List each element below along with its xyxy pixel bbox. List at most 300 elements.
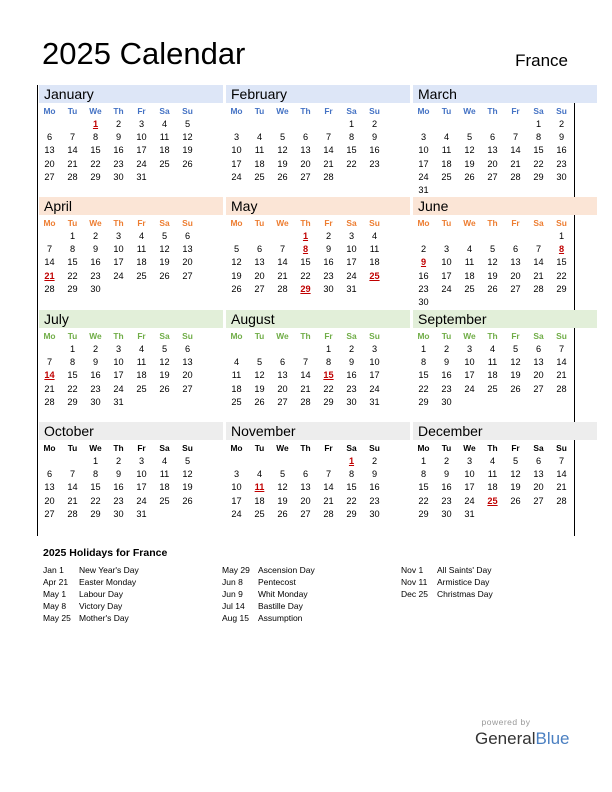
day-cell: 3 [466, 456, 473, 466]
day-cell: 29 [67, 283, 78, 294]
week-row [38, 508, 224, 521]
day-cell: 4 [256, 469, 263, 480]
day-cell: 17 [464, 370, 475, 381]
day-cell: 10 [369, 357, 380, 368]
day-cell: 1 [420, 456, 427, 466]
weekday-label: Mo [417, 106, 430, 116]
day-cell: 1 [325, 344, 332, 354]
day-cell: 17 [346, 257, 357, 268]
weekday-label: Sa [346, 106, 357, 116]
day-cell: 2 [443, 456, 450, 466]
day-cell: 26 [487, 283, 498, 294]
day-cell: 20 [533, 370, 544, 381]
day-cell: 12 [159, 357, 170, 368]
week-row [225, 171, 411, 184]
weekday-label: Tu [67, 218, 78, 228]
day-cell: 9 [443, 469, 450, 480]
weekday-label: Sa [159, 218, 170, 228]
holiday-day-cell: 1 [348, 456, 355, 466]
holiday-date: May 8 [43, 601, 67, 611]
day-cell: 10 [136, 132, 147, 143]
day-cell: 17 [369, 370, 380, 381]
month-october [38, 422, 224, 534]
weekday-label: Su [556, 218, 567, 228]
weekday-label: Sa [346, 218, 357, 228]
day-cell: 19 [510, 482, 521, 493]
month-name: April [39, 197, 223, 215]
weekday-label: We [89, 443, 102, 453]
day-cell: 2 [558, 119, 565, 129]
day-cell: 25 [159, 158, 170, 169]
day-cell: 16 [556, 145, 567, 156]
day-cell: 19 [231, 270, 242, 281]
week-row [412, 243, 598, 256]
day-cell: 19 [487, 270, 498, 281]
week-row [225, 455, 411, 468]
day-cell: 19 [464, 158, 475, 169]
month-name: December [413, 422, 597, 440]
day-cell: 15 [67, 257, 78, 268]
day-cell: 8 [325, 357, 332, 368]
weekday-label: Tu [67, 443, 78, 453]
week-row [225, 495, 411, 508]
weekday-label: Su [556, 106, 567, 116]
holiday-name: Pentecost [258, 577, 296, 587]
day-cell: 11 [254, 145, 265, 156]
day-cell: 25 [159, 495, 170, 506]
weekday-label: Mo [230, 331, 243, 341]
day-cell: 6 [184, 344, 191, 354]
day-cell: 2 [92, 344, 99, 354]
day-cell: 5 [512, 344, 519, 354]
week-row [38, 158, 224, 171]
day-cell: 22 [418, 495, 429, 506]
day-cell: 22 [67, 383, 78, 394]
weekday-label: Tu [254, 331, 265, 341]
day-cell: 28 [44, 283, 55, 294]
holiday-day-cell: 29 [300, 283, 311, 294]
holiday-name: New Year's Day [79, 565, 139, 575]
weekday-label: Fr [137, 218, 146, 228]
day-cell: 18 [136, 257, 147, 268]
week-row [412, 481, 598, 494]
weekday-label: We [89, 331, 102, 341]
day-cell: 16 [113, 145, 124, 156]
day-cell: 11 [136, 244, 147, 255]
week-row [225, 118, 411, 131]
day-cell: 7 [535, 244, 542, 255]
weekday-label: We [89, 218, 102, 228]
weekday-label: Mo [230, 443, 243, 453]
week-row [225, 356, 411, 369]
day-cell: 24 [113, 270, 124, 281]
month-name: October [39, 422, 223, 440]
day-cell: 18 [159, 482, 170, 493]
weekday-label: Su [556, 331, 567, 341]
weekday-header-row [225, 105, 411, 118]
day-cell: 23 [113, 158, 124, 169]
brand-logo[interactable] [475, 729, 570, 749]
day-cell: 19 [159, 257, 170, 268]
day-cell: 24 [346, 270, 357, 281]
week-row [412, 230, 598, 243]
day-cell: 18 [136, 370, 147, 381]
day-cell: 28 [533, 283, 544, 294]
day-cell: 18 [369, 257, 380, 268]
day-cell: 15 [67, 370, 78, 381]
day-cell: 17 [113, 370, 124, 381]
day-cell: 15 [556, 257, 567, 268]
weekday-label: Fr [511, 331, 520, 341]
day-cell: 15 [418, 370, 429, 381]
day-cell: 14 [67, 145, 78, 156]
day-cell: 8 [420, 469, 427, 480]
month-name: March [413, 85, 597, 103]
day-cell: 20 [182, 257, 193, 268]
day-cell: 18 [487, 370, 498, 381]
day-cell: 13 [277, 370, 288, 381]
week-row [412, 270, 598, 283]
day-cell: 26 [510, 495, 521, 506]
day-cell: 13 [182, 244, 193, 255]
day-cell: 27 [44, 171, 55, 182]
day-cell: 28 [67, 171, 78, 182]
weekday-header-row [38, 330, 224, 343]
day-cell: 2 [420, 244, 427, 255]
day-cell: 3 [348, 231, 355, 241]
day-cell: 23 [441, 495, 452, 506]
week-row [225, 343, 411, 356]
day-cell: 4 [443, 132, 450, 143]
day-cell: 22 [323, 383, 334, 394]
month-name: July [39, 310, 223, 328]
day-cell: 13 [44, 145, 55, 156]
day-cell: 15 [533, 145, 544, 156]
week-row [412, 131, 598, 144]
day-cell: 17 [464, 482, 475, 493]
week-row [38, 171, 224, 184]
weekday-label: We [463, 443, 476, 453]
weekday-label: Th [487, 218, 498, 228]
day-cell: 29 [346, 508, 357, 519]
week-row [412, 455, 598, 468]
holiday-date: May 29 [222, 565, 250, 575]
powered-by-label: powered by [481, 717, 531, 727]
day-cell: 5 [233, 244, 240, 255]
day-cell: 28 [510, 171, 521, 182]
day-cell: 20 [254, 270, 265, 281]
day-cell: 10 [136, 469, 147, 480]
day-cell: 20 [300, 158, 311, 169]
week-row [225, 369, 411, 382]
day-cell: 23 [441, 383, 452, 394]
holiday-day-cell: 15 [323, 370, 334, 381]
week-row [412, 356, 598, 369]
day-cell: 30 [90, 283, 101, 294]
weekday-label: Fr [511, 443, 520, 453]
day-cell: 17 [136, 145, 147, 156]
day-cell: 4 [138, 231, 145, 241]
weekday-label: Th [113, 331, 124, 341]
day-cell: 6 [489, 132, 496, 143]
week-row [225, 270, 411, 283]
day-cell: 18 [254, 158, 265, 169]
holiday-date: Dec 25 [401, 589, 428, 599]
day-cell: 17 [231, 495, 242, 506]
day-cell: 25 [254, 171, 265, 182]
holiday-name: Labour Day [79, 589, 123, 599]
day-cell: 9 [115, 132, 122, 143]
day-cell: 14 [323, 482, 334, 493]
day-cell: 26 [231, 283, 242, 294]
weekday-label: Tu [254, 443, 265, 453]
day-cell: 14 [533, 257, 544, 268]
holiday-day-cell: 9 [420, 257, 427, 268]
week-row [412, 508, 598, 521]
holiday-day-cell: 25 [369, 270, 380, 281]
week-row [225, 230, 411, 243]
weekday-header-row [412, 217, 598, 230]
day-cell: 31 [464, 508, 475, 519]
weekday-header-row [38, 105, 224, 118]
day-cell: 22 [418, 383, 429, 394]
week-row [412, 256, 598, 269]
day-cell: 2 [115, 456, 122, 466]
day-cell: 28 [556, 495, 567, 506]
holiday-name: All Saints' Day [437, 565, 492, 575]
weekday-label: Fr [137, 106, 146, 116]
day-cell: 13 [533, 357, 544, 368]
day-cell: 6 [46, 469, 53, 480]
day-cell: 19 [159, 370, 170, 381]
day-cell: 7 [302, 357, 309, 368]
weekday-header-row [38, 217, 224, 230]
day-cell: 3 [371, 344, 378, 354]
day-cell: 14 [44, 257, 55, 268]
day-cell: 10 [418, 145, 429, 156]
day-cell: 25 [254, 508, 265, 519]
weekday-label: Fr [324, 443, 333, 453]
day-cell: 14 [556, 469, 567, 480]
day-cell: 15 [300, 257, 311, 268]
weekday-header-row [38, 442, 224, 455]
day-cell: 12 [182, 132, 193, 143]
day-cell: 23 [369, 158, 380, 169]
day-cell: 13 [533, 469, 544, 480]
day-cell: 19 [182, 482, 193, 493]
weekday-label: Su [369, 443, 380, 453]
day-cell: 26 [510, 383, 521, 394]
day-cell: 17 [418, 158, 429, 169]
day-cell: 12 [487, 257, 498, 268]
weekday-label: Sa [159, 331, 170, 341]
day-cell: 18 [254, 495, 265, 506]
day-cell: 30 [556, 171, 567, 182]
day-cell: 27 [487, 171, 498, 182]
weekday-label: Tu [67, 106, 78, 116]
day-cell: 26 [182, 158, 193, 169]
month-name: May [226, 197, 410, 215]
day-cell: 11 [487, 357, 498, 368]
day-cell: 20 [44, 495, 55, 506]
day-cell: 9 [325, 244, 332, 255]
brand-blue-text: Blue [535, 729, 570, 748]
holiday-name: Victory Day [79, 601, 123, 611]
day-cell: 5 [466, 132, 473, 143]
day-cell: 31 [346, 283, 357, 294]
holiday-date: Nov 11 [401, 577, 428, 587]
day-cell: 16 [441, 370, 452, 381]
day-cell: 28 [323, 508, 334, 519]
month-name: September [413, 310, 597, 328]
day-cell: 12 [159, 244, 170, 255]
weekday-label: We [276, 331, 289, 341]
day-cell: 5 [489, 244, 496, 255]
day-cell: 22 [300, 270, 311, 281]
day-cell: 15 [346, 482, 357, 493]
weekday-label: Sa [533, 331, 544, 341]
holiday-name: Easter Monday [79, 577, 137, 587]
day-cell: 8 [420, 357, 427, 368]
holiday-date: Aug 15 [222, 613, 249, 623]
day-cell: 22 [346, 158, 357, 169]
week-row [38, 396, 224, 409]
week-row [38, 256, 224, 269]
holiday-name: Bastille Day [258, 601, 303, 611]
day-cell: 10 [113, 357, 124, 368]
day-cell: 27 [44, 508, 55, 519]
week-row [38, 356, 224, 369]
day-cell: 2 [115, 119, 122, 129]
day-cell: 11 [136, 357, 147, 368]
day-cell: 7 [325, 469, 332, 480]
month-name: January [39, 85, 223, 103]
weekday-label: Su [182, 218, 193, 228]
day-cell: 21 [277, 270, 288, 281]
day-cell: 23 [323, 270, 334, 281]
week-row [38, 455, 224, 468]
page-title: 2025 Calendar [42, 36, 246, 71]
day-cell: 6 [512, 244, 519, 255]
month-december [412, 422, 598, 534]
weekday-header-row [412, 330, 598, 343]
week-row [412, 383, 598, 396]
day-cell: 19 [182, 145, 193, 156]
day-cell: 1 [92, 456, 99, 466]
day-cell: 12 [510, 469, 521, 480]
day-cell: 7 [558, 344, 565, 354]
day-cell: 17 [441, 270, 452, 281]
day-cell: 10 [231, 482, 242, 493]
day-cell: 5 [184, 456, 191, 466]
day-cell: 23 [369, 495, 380, 506]
weekday-label: Su [369, 218, 380, 228]
week-row [38, 481, 224, 494]
holiday-name: Ascension Day [258, 565, 315, 575]
day-cell: 29 [67, 396, 78, 407]
day-cell: 7 [325, 132, 332, 143]
day-cell: 11 [231, 370, 242, 381]
day-cell: 21 [323, 495, 334, 506]
holiday-day-cell: 11 [254, 482, 265, 493]
day-cell: 30 [346, 396, 357, 407]
weekday-label: Fr [324, 218, 333, 228]
day-cell: 21 [67, 495, 78, 506]
day-cell: 29 [418, 508, 429, 519]
day-cell: 24 [464, 495, 475, 506]
day-cell: 3 [233, 132, 240, 143]
day-cell: 11 [441, 145, 452, 156]
weekday-label: Fr [137, 331, 146, 341]
week-row [412, 118, 598, 131]
day-cell: 21 [67, 158, 78, 169]
weekday-label: Su [182, 106, 193, 116]
day-cell: 30 [90, 396, 101, 407]
weekday-label: Mo [43, 331, 56, 341]
day-cell: 21 [300, 383, 311, 394]
day-cell: 26 [182, 495, 193, 506]
day-cell: 9 [115, 469, 122, 480]
month-august [225, 310, 411, 422]
month-may [225, 197, 411, 309]
day-cell: 21 [510, 158, 521, 169]
day-cell: 15 [418, 482, 429, 493]
week-row [38, 468, 224, 481]
day-cell: 7 [69, 132, 76, 143]
weekday-label: Th [300, 331, 311, 341]
holiday-date: May 1 [43, 589, 67, 599]
day-cell: 27 [300, 508, 311, 519]
day-cell: 14 [556, 357, 567, 368]
day-cell: 7 [512, 132, 519, 143]
day-cell: 6 [302, 469, 309, 480]
week-row [412, 369, 598, 382]
day-cell: 8 [348, 132, 355, 143]
weekday-label: Su [182, 443, 193, 453]
day-cell: 11 [159, 469, 170, 480]
holiday-date: Jan 1 [43, 565, 64, 575]
day-cell: 12 [277, 482, 288, 493]
week-row [38, 343, 224, 356]
weekday-label: Tu [67, 331, 78, 341]
day-cell: 15 [346, 145, 357, 156]
day-cell: 6 [279, 357, 286, 368]
day-cell: 7 [46, 244, 53, 255]
holiday-date: Jun 8 [222, 577, 243, 587]
day-cell: 19 [277, 158, 288, 169]
month-february [225, 85, 411, 197]
day-cell: 28 [556, 383, 567, 394]
brand-general-text: General [475, 729, 536, 748]
month-july [38, 310, 224, 422]
day-cell: 13 [44, 482, 55, 493]
day-cell: 24 [113, 383, 124, 394]
week-row [38, 118, 224, 131]
week-row [412, 283, 598, 296]
day-cell: 18 [159, 145, 170, 156]
month-june [412, 197, 598, 309]
day-cell: 6 [535, 344, 542, 354]
day-cell: 13 [487, 145, 498, 156]
month-april [38, 197, 224, 309]
weekday-label: We [276, 106, 289, 116]
day-cell: 9 [348, 357, 355, 368]
day-cell: 3 [138, 119, 145, 129]
weekday-label: Tu [441, 331, 452, 341]
day-cell: 29 [90, 508, 101, 519]
day-cell: 31 [113, 396, 124, 407]
day-cell: 23 [113, 495, 124, 506]
